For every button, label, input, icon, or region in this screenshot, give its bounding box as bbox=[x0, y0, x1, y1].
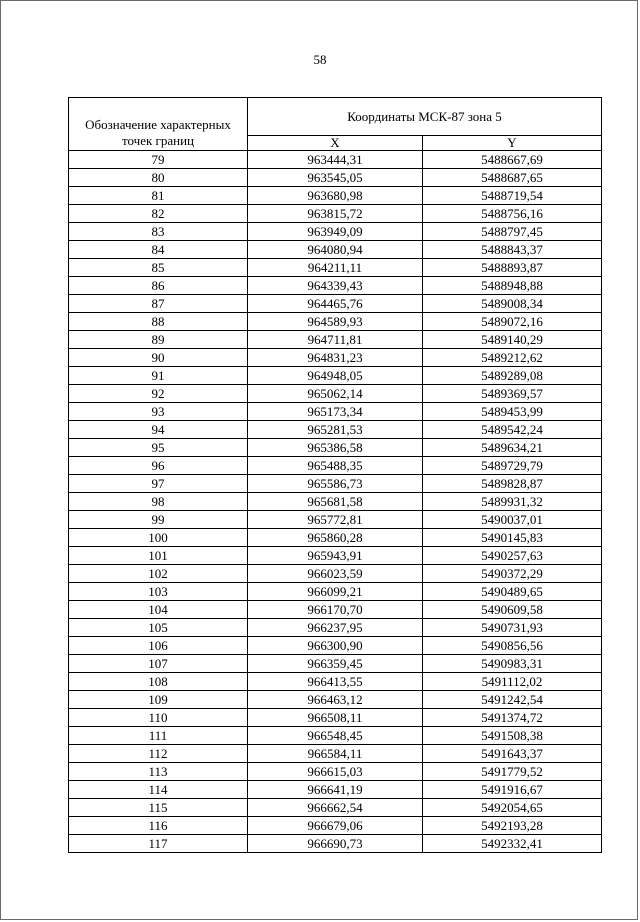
y-coordinate-cell: 5488756,16 bbox=[423, 205, 602, 223]
x-coordinate-cell: 963545,05 bbox=[248, 169, 423, 187]
y-coordinate-cell: 5491374,72 bbox=[423, 709, 602, 727]
table-row bbox=[69, 511, 602, 529]
point-id-cell: 100 bbox=[69, 529, 248, 547]
point-id-cell: 107 bbox=[69, 655, 248, 673]
y-coordinate-cell: 5489931,32 bbox=[423, 493, 602, 511]
table-row bbox=[69, 799, 602, 817]
y-coordinate-cell: 5490731,93 bbox=[423, 619, 602, 637]
x-coordinate-cell: 963444,31 bbox=[248, 151, 423, 169]
x-coordinate-cell: 964589,93 bbox=[248, 313, 423, 331]
x-coordinate-cell: 966508,11 bbox=[248, 709, 423, 727]
x-coordinate-cell: 966548,45 bbox=[248, 727, 423, 745]
point-id-cell: 108 bbox=[69, 673, 248, 691]
table-row bbox=[69, 241, 602, 259]
x-coordinate-cell: 964948,05 bbox=[248, 367, 423, 385]
y-coordinate-cell: 5488893,87 bbox=[423, 259, 602, 277]
point-id-cell: 94 bbox=[69, 421, 248, 439]
point-id-cell: 96 bbox=[69, 457, 248, 475]
point-id-cell: 105 bbox=[69, 619, 248, 637]
y-coordinate-cell: 5488797,45 bbox=[423, 223, 602, 241]
y-coordinate-cell: 5489729,79 bbox=[423, 457, 602, 475]
point-id-cell: 90 bbox=[69, 349, 248, 367]
table-row bbox=[69, 655, 602, 673]
point-id-cell: 84 bbox=[69, 241, 248, 259]
y-coordinate-cell: 5492193,28 bbox=[423, 817, 602, 835]
x-coordinate-cell: 966099,21 bbox=[248, 583, 423, 601]
x-coordinate-cell: 966690,73 bbox=[248, 835, 423, 853]
point-id-cell: 95 bbox=[69, 439, 248, 457]
table-row bbox=[69, 403, 602, 421]
point-id-cell: 91 bbox=[69, 367, 248, 385]
x-coordinate-cell: 964831,23 bbox=[248, 349, 423, 367]
x-coordinate-cell: 966662,54 bbox=[248, 799, 423, 817]
table-row bbox=[69, 619, 602, 637]
y-coordinate-cell: 5492054,65 bbox=[423, 799, 602, 817]
table-row bbox=[69, 709, 602, 727]
y-coordinate-cell: 5489369,57 bbox=[423, 385, 602, 403]
table-body bbox=[69, 151, 602, 853]
table-row bbox=[69, 835, 602, 853]
table-row bbox=[69, 367, 602, 385]
x-coordinate-cell: 964465,76 bbox=[248, 295, 423, 313]
point-id-cell: 97 bbox=[69, 475, 248, 493]
y-coordinate-cell: 5488843,37 bbox=[423, 241, 602, 259]
x-coordinate-cell: 964080,94 bbox=[248, 241, 423, 259]
table-row bbox=[69, 529, 602, 547]
y-coordinate-cell: 5491916,67 bbox=[423, 781, 602, 799]
table-row bbox=[69, 493, 602, 511]
point-column-header: Обозначение характерных точек границ bbox=[69, 98, 248, 151]
y-coordinate-cell: 5488687,65 bbox=[423, 169, 602, 187]
x-coordinate-cell: 963949,09 bbox=[248, 223, 423, 241]
point-id-cell: 83 bbox=[69, 223, 248, 241]
table-row bbox=[69, 295, 602, 313]
point-id-cell: 88 bbox=[69, 313, 248, 331]
y-coordinate-cell: 5490856,56 bbox=[423, 637, 602, 655]
point-id-cell: 82 bbox=[69, 205, 248, 223]
table-row bbox=[69, 475, 602, 493]
point-id-cell: 116 bbox=[69, 817, 248, 835]
point-id-cell: 98 bbox=[69, 493, 248, 511]
point-id-cell: 99 bbox=[69, 511, 248, 529]
point-id-cell: 117 bbox=[69, 835, 248, 853]
point-id-cell: 80 bbox=[69, 169, 248, 187]
x-coordinate-cell: 966023,59 bbox=[248, 565, 423, 583]
x-coordinate-cell: 965681,58 bbox=[248, 493, 423, 511]
x-coordinate-cell: 964211,11 bbox=[248, 259, 423, 277]
x-coordinate-cell: 965772,81 bbox=[248, 511, 423, 529]
point-id-cell: 109 bbox=[69, 691, 248, 709]
y-coordinate-cell: 5491112,02 bbox=[423, 673, 602, 691]
x-column-header: X bbox=[248, 136, 423, 151]
point-id-cell: 87 bbox=[69, 295, 248, 313]
table-row bbox=[69, 745, 602, 763]
y-column-header: Y bbox=[423, 136, 602, 151]
y-coordinate-cell: 5489453,99 bbox=[423, 403, 602, 421]
y-coordinate-cell: 5489634,21 bbox=[423, 439, 602, 457]
x-coordinate-cell: 964711,81 bbox=[248, 331, 423, 349]
point-id-cell: 112 bbox=[69, 745, 248, 763]
y-coordinate-cell: 5490983,31 bbox=[423, 655, 602, 673]
y-coordinate-cell: 5489542,24 bbox=[423, 421, 602, 439]
coordinates-column-header: Координаты МСК-87 зона 5 bbox=[248, 98, 602, 136]
y-coordinate-cell: 5489828,87 bbox=[423, 475, 602, 493]
point-id-cell: 102 bbox=[69, 565, 248, 583]
table-row bbox=[69, 547, 602, 565]
y-coordinate-cell: 5489140,29 bbox=[423, 331, 602, 349]
table-row bbox=[69, 385, 602, 403]
x-coordinate-cell: 966615,03 bbox=[248, 763, 423, 781]
table-row bbox=[69, 583, 602, 601]
x-coordinate-cell: 966413,55 bbox=[248, 673, 423, 691]
point-id-cell: 106 bbox=[69, 637, 248, 655]
x-coordinate-cell: 965281,53 bbox=[248, 421, 423, 439]
y-coordinate-cell: 5489008,34 bbox=[423, 295, 602, 313]
x-coordinate-cell: 963680,98 bbox=[248, 187, 423, 205]
table-row bbox=[69, 781, 602, 799]
point-id-cell: 85 bbox=[69, 259, 248, 277]
table-header-row bbox=[69, 98, 602, 136]
coordinates-table bbox=[68, 97, 602, 853]
table-row bbox=[69, 691, 602, 709]
table-row bbox=[69, 259, 602, 277]
table-row bbox=[69, 817, 602, 835]
y-coordinate-cell: 5490609,58 bbox=[423, 601, 602, 619]
y-coordinate-cell: 5489289,08 bbox=[423, 367, 602, 385]
y-coordinate-cell: 5488719,54 bbox=[423, 187, 602, 205]
table-row bbox=[69, 187, 602, 205]
y-coordinate-cell: 5491508,38 bbox=[423, 727, 602, 745]
table-row bbox=[69, 349, 602, 367]
table-row bbox=[69, 439, 602, 457]
point-id-cell: 89 bbox=[69, 331, 248, 349]
y-coordinate-cell: 5490037,01 bbox=[423, 511, 602, 529]
y-coordinate-cell: 5490489,65 bbox=[423, 583, 602, 601]
table-row bbox=[69, 637, 602, 655]
y-coordinate-cell: 5491643,37 bbox=[423, 745, 602, 763]
point-id-cell: 103 bbox=[69, 583, 248, 601]
table-row bbox=[69, 763, 602, 781]
y-coordinate-cell: 5491779,52 bbox=[423, 763, 602, 781]
x-coordinate-cell: 966679,06 bbox=[248, 817, 423, 835]
point-id-cell: 86 bbox=[69, 277, 248, 295]
table-row bbox=[69, 331, 602, 349]
x-coordinate-cell: 966641,19 bbox=[248, 781, 423, 799]
x-coordinate-cell: 966359,45 bbox=[248, 655, 423, 673]
y-coordinate-cell: 5490257,63 bbox=[423, 547, 602, 565]
x-coordinate-cell: 966170,70 bbox=[248, 601, 423, 619]
y-coordinate-cell: 5490372,29 bbox=[423, 565, 602, 583]
x-coordinate-cell: 963815,72 bbox=[248, 205, 423, 223]
table-row bbox=[69, 151, 602, 169]
x-coordinate-cell: 965173,34 bbox=[248, 403, 423, 421]
point-id-cell: 101 bbox=[69, 547, 248, 565]
point-id-cell: 104 bbox=[69, 601, 248, 619]
point-id-cell: 113 bbox=[69, 763, 248, 781]
point-id-cell: 110 bbox=[69, 709, 248, 727]
x-coordinate-cell: 966584,11 bbox=[248, 745, 423, 763]
point-id-cell: 79 bbox=[69, 151, 248, 169]
y-coordinate-cell: 5489072,16 bbox=[423, 313, 602, 331]
table-row bbox=[69, 205, 602, 223]
x-coordinate-cell: 966300,90 bbox=[248, 637, 423, 655]
point-id-cell: 93 bbox=[69, 403, 248, 421]
point-id-cell: 111 bbox=[69, 727, 248, 745]
point-id-cell: 81 bbox=[69, 187, 248, 205]
y-coordinate-cell: 5488948,88 bbox=[423, 277, 602, 295]
table-row bbox=[69, 277, 602, 295]
table-row bbox=[69, 601, 602, 619]
x-coordinate-cell: 965062,14 bbox=[248, 385, 423, 403]
y-coordinate-cell: 5488667,69 bbox=[423, 151, 602, 169]
page-number: 58 bbox=[313, 52, 327, 67]
table-row bbox=[69, 169, 602, 187]
y-coordinate-cell: 5492332,41 bbox=[423, 835, 602, 853]
y-coordinate-cell: 5491242,54 bbox=[423, 691, 602, 709]
y-coordinate-cell: 5490145,83 bbox=[423, 529, 602, 547]
x-coordinate-cell: 964339,43 bbox=[248, 277, 423, 295]
table-row bbox=[69, 313, 602, 331]
table-row bbox=[69, 223, 602, 241]
x-coordinate-cell: 966463,12 bbox=[248, 691, 423, 709]
table-row bbox=[69, 727, 602, 745]
x-coordinate-cell: 965586,73 bbox=[248, 475, 423, 493]
y-coordinate-cell: 5489212,62 bbox=[423, 349, 602, 367]
table-row bbox=[69, 421, 602, 439]
x-coordinate-cell: 965943,91 bbox=[248, 547, 423, 565]
point-id-cell: 114 bbox=[69, 781, 248, 799]
x-coordinate-cell: 965860,28 bbox=[248, 529, 423, 547]
x-coordinate-cell: 965386,58 bbox=[248, 439, 423, 457]
x-coordinate-cell: 966237,95 bbox=[248, 619, 423, 637]
table-row bbox=[69, 457, 602, 475]
x-coordinate-cell: 965488,35 bbox=[248, 457, 423, 475]
table-row bbox=[69, 565, 602, 583]
point-id-cell: 92 bbox=[69, 385, 248, 403]
table-row bbox=[69, 673, 602, 691]
point-id-cell: 115 bbox=[69, 799, 248, 817]
